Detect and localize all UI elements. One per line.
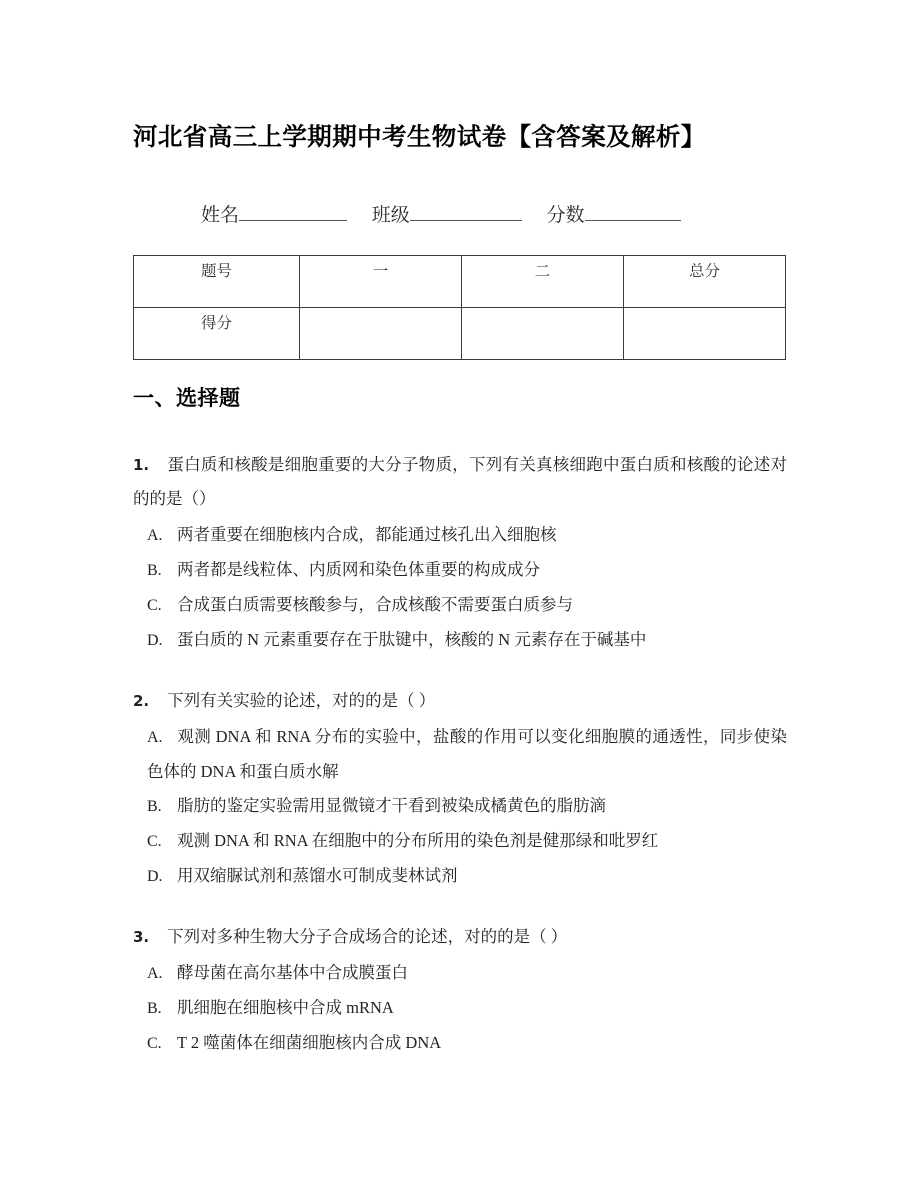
- option-text-1b: 两者都是线粒体、内质网和染色体重要的构成成分: [177, 560, 540, 579]
- score-label: 分数: [546, 205, 585, 226]
- name-field-group: [201, 205, 347, 226]
- option-text-1c: 合成蛋白质需要核酸参与，合成核酸不需要蛋白质参与: [177, 595, 573, 614]
- option-text-2b: 脂肪的鉴定实验需用显微镜才干看到被染成橘黄色的脂肪滴: [177, 796, 606, 815]
- table-row-header: [134, 256, 786, 308]
- name-blank[interactable]: [239, 220, 347, 221]
- option-2b[interactable]: [133, 789, 787, 824]
- option-letter-1b: B.: [147, 562, 162, 579]
- option-letter-2d: D.: [147, 868, 163, 885]
- option-text-2c: 观测 DNA 和 RNA 在细胞中的分布所用的染色剂是健那绿和吡罗红: [177, 831, 659, 850]
- option-text-2d: 用双缩脲试剂和蒸馏水可制成斐林试剂: [177, 866, 458, 885]
- option-1c[interactable]: [133, 588, 787, 623]
- option-3c[interactable]: [133, 1026, 787, 1061]
- option-letter-3b: B.: [147, 1000, 162, 1017]
- option-letter-1c: C.: [147, 597, 162, 614]
- score-table: [133, 255, 786, 360]
- question-block-3: [133, 920, 787, 1061]
- name-label: 姓名: [201, 205, 240, 226]
- option-letter-2b: B.: [147, 798, 162, 815]
- option-letter-2a: A.: [147, 729, 163, 746]
- question-number-2: 2.: [133, 692, 150, 710]
- option-letter-3c: C.: [147, 1035, 162, 1052]
- option-text-1a: 两者重要在细胞核内合成，都能通过核孔出入细胞核: [177, 525, 557, 544]
- option-text-3c: T 2 噬菌体在细菌细胞核内合成 DNA: [177, 1033, 442, 1052]
- option-text-3b: 肌细胞在细胞核中合成 mRNA: [177, 998, 394, 1017]
- option-2a[interactable]: [133, 720, 787, 789]
- option-3a[interactable]: [133, 956, 787, 991]
- table-row: [134, 308, 786, 360]
- option-text-1d: 蛋白质的 N 元素重要存在于肽键中，核酸的 N 元素存在于碱基中: [177, 630, 647, 649]
- table-header-cell-3: 总分: [624, 256, 786, 308]
- question-number-1: 1.: [133, 456, 150, 474]
- class-label: 班级: [371, 205, 410, 226]
- section-heading-choice: 一、选择题: [133, 386, 241, 410]
- class-blank[interactable]: [410, 220, 522, 221]
- question-stem-2: [133, 684, 787, 718]
- question-block-1: [133, 448, 787, 658]
- score-blank[interactable]: [585, 220, 681, 221]
- question-stem-1: [133, 448, 787, 516]
- option-1d[interactable]: [133, 623, 787, 658]
- page-title: 河北省高三上学期期中考生物试卷【含答案及解析】: [133, 122, 706, 151]
- option-2d[interactable]: [133, 859, 787, 894]
- option-2c[interactable]: [133, 824, 787, 859]
- option-text-3a: 酵母菌在高尔基体中合成膜蛋白: [177, 963, 408, 982]
- option-1b[interactable]: [133, 553, 787, 588]
- score-field-group: [547, 205, 681, 226]
- question-text-2: 下列有关实验的论述，对的的是（ ）: [167, 691, 436, 710]
- option-letter-3a: A.: [147, 965, 163, 982]
- options-list-1: [133, 518, 787, 658]
- question-block-2: [133, 684, 787, 894]
- student-info-line: [133, 200, 787, 227]
- option-letter-2c: C.: [147, 833, 162, 850]
- class-field-group: [372, 205, 522, 226]
- table-header-cell-0: 题号: [134, 256, 300, 308]
- score-cell-1[interactable]: [300, 308, 462, 360]
- score-cell-3[interactable]: [624, 308, 786, 360]
- options-list-3: [133, 956, 787, 1061]
- question-text-1: 蛋白质和核酸是细胞重要的大分子物质，下列有关真核细跑中蛋白质和核酸的论述对的的是（）: [133, 455, 787, 508]
- table-header-cell-1: 一: [300, 256, 462, 308]
- options-list-2: [133, 720, 787, 894]
- page-content: [133, 0, 787, 1061]
- score-row-label: 得分: [134, 308, 300, 360]
- score-cell-2[interactable]: [462, 308, 624, 360]
- question-text-3: 下列对多种生物大分子合成场合的论述，对的的是（ ）: [167, 927, 568, 946]
- option-text-2a: 观测 DNA 和 RNA 分布的实验中，盐酸的作用可以变化细胞膜的通透性，同步使染色体的 DNA 和蛋白质水解: [147, 727, 787, 781]
- option-letter-1d: D.: [147, 632, 163, 649]
- option-letter-1a: A.: [147, 527, 163, 544]
- question-stem-3: [133, 920, 787, 954]
- option-3b[interactable]: [133, 991, 787, 1026]
- table-header-cell-2: 二: [462, 256, 624, 308]
- question-number-3: 3.: [133, 928, 150, 946]
- option-1a[interactable]: [133, 518, 787, 553]
